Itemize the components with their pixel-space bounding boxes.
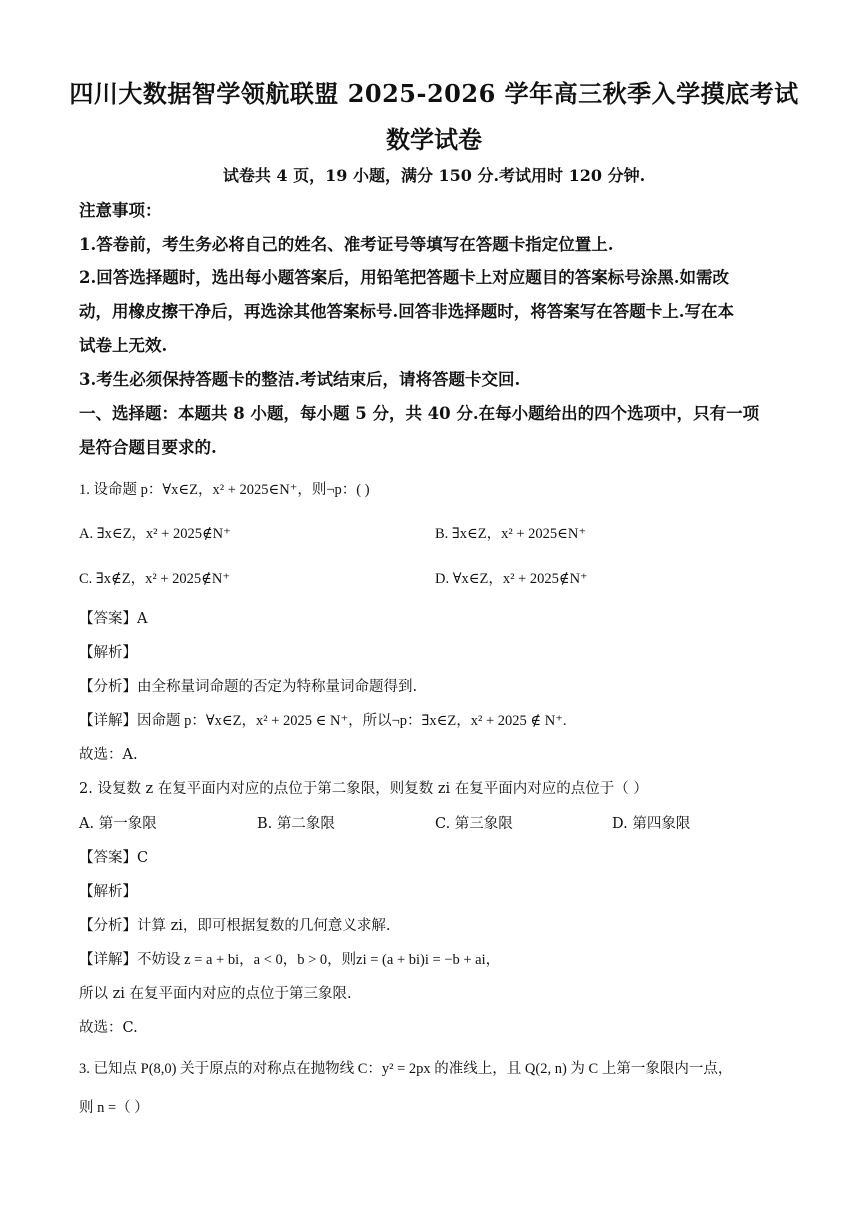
- question-2-detail: 【详解】不妨设 z = a + bi，a < 0，b > 0，则zi = (a + bi)i = −b + ai，: [79, 952, 501, 968]
- question-1-option-d: D. ∀x∈Z，x² + 2025∉N⁺: [435, 571, 588, 587]
- question-2-option-a: A. 第一象限: [79, 816, 157, 832]
- paper-title: 数学试卷: [386, 125, 482, 154]
- question-2-option-d: D. 第四象限: [612, 816, 691, 832]
- question-1-choice: 故选：A.: [79, 747, 138, 763]
- note-1: 1.答卷前，考生务必将自己的姓名、准考证号等填写在答题卡指定位置上.: [79, 235, 614, 254]
- question-1-detail: 【详解】因命题 p：∀x∈Z，x² + 2025 ∈ N⁺，所以¬p：∃x∈Z，x² + 2025 ∉ N⁺.: [79, 713, 567, 729]
- question-2-choice: 故选：C.: [79, 1020, 138, 1036]
- question-2-fenxi: 【分析】计算 zi，即可根据复数的几何意义求解.: [79, 918, 391, 934]
- notes-heading: 注意事项：: [79, 201, 162, 220]
- question-1-option-b: B. ∃x∈Z，x² + 2025∈N⁺: [435, 526, 587, 542]
- exam-info: 试卷共 4 页，19 小题，满分 150 分.考试用时 120 分钟.: [222, 166, 646, 185]
- question-2-answer: 【答案】C: [79, 850, 149, 866]
- note-2-line-3: 试卷上无效.: [79, 336, 168, 355]
- question-2-analysis: 【解析】: [79, 884, 137, 900]
- section-heading-line-1: 一、选择题：本题共 8 小题，每小题 5 分，共 40 分.在每小题给出的四个选项中，只有一项: [79, 404, 760, 423]
- question-2-option-c: C. 第三象限: [435, 816, 513, 832]
- note-2-line-1: 2.回答选择题时，选出每小题答案后，用铅笔把答题卡上对应题目的答案标号涂黑.如需改: [79, 268, 729, 287]
- question-1-option-a: A. ∃x∈Z，x² + 2025∉N⁺: [79, 526, 231, 542]
- section-heading-line-2: 是符合题目要求的.: [79, 438, 217, 457]
- question-1-answer: 【答案】A: [79, 611, 148, 627]
- note-2-line-2: 动，用橡皮擦干净后，再选涂其他答案标号.回答非选择题时，将答案写在答题卡上.写在本: [79, 302, 734, 321]
- question-3-stem: 3. 已知点 P(8,0) 关于原点的对称点在抛物线 C：y² = 2px 的准线上，且 Q(2, n) 为 C 上第一象限内一点，: [79, 1061, 733, 1077]
- note-3: 3.考生必须保持答题卡的整洁.考试结束后，请将答题卡交回.: [79, 370, 521, 389]
- question-2-option-b: B. 第二象限: [257, 816, 335, 832]
- question-2-stem: 2. 设复数 z 在复平面内对应的点位于第二象限，则复数 zi 在复平面内对应的点位于（ ）: [79, 781, 648, 797]
- question-1-analysis: 【解析】: [79, 645, 137, 661]
- exam-title: 四川大数据智学领航联盟 2025-2026 学年高三秋季入学摸底考试: [69, 79, 799, 108]
- question-3-stem-line-2: 则 n =（ ）: [79, 1100, 149, 1116]
- question-1-option-c: C. ∃x∉Z，x² + 2025∉N⁺: [79, 571, 231, 587]
- question-1-fenxi: 【分析】由全称量词命题的否定为特称量词命题得到.: [79, 679, 418, 695]
- question-1-stem: 1. 设命题 p：∀x∈Z，x² + 2025∈N⁺，则¬p：( ): [79, 482, 370, 498]
- question-2-conclusion: 所以 zi 在复平面内对应的点位于第三象限.: [79, 986, 352, 1002]
